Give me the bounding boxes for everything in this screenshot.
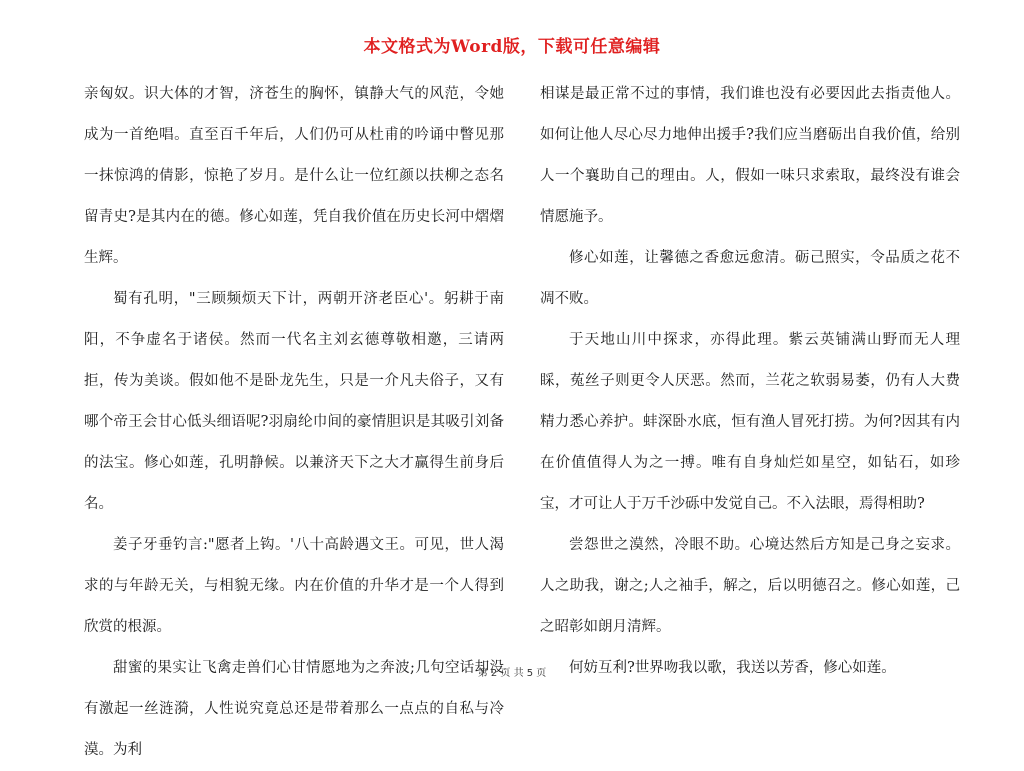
paragraph: 姜子牙垂钓言:"愿者上钩。'八十高龄遇文王。可见，世人渴求的与年龄无关，与相貌无缘。内在价值的升华才是一个人得到欣赏的根源。 — [84, 537, 504, 635]
format-banner: 本文格式为Word版，下载可任意编辑 — [363, 37, 661, 57]
right-column — [540, 74, 960, 689]
paragraph: 尝怨世之漠然，冷眼不助。心境达然后方知是己身之妄求。人之助我，谢之;人之袖手，解之，后以明德召之。修心如莲，己之昭彰如朗月清辉。 — [540, 537, 960, 635]
paragraph: 甜蜜的果实让飞禽走兽们心甘情愿地为之奔波;几句空话却没有激起一丝涟漪，人性说究竟总还是带着那么一点点的自私与冷漠。为利 — [84, 660, 504, 758]
page-number: 第 2 页 共 5 页 — [477, 668, 547, 679]
paragraph: 蜀有孔明，"三顾频烦天下计，两朝开济老臣心'。躬耕于南阳，不争虚名于诸侯。然而一代名主刘玄德尊敬相邀，三请两拒，传为美谈。假如他不是卧龙先生，只是一介凡夫俗子，又有哪个帝王会甘心低头细语呢?羽扇纶巾间的豪情胆识是其吸引刘备的法宝。修心如莲，孔明静候。以兼济天下之大才赢得生前身后名。 — [84, 291, 504, 512]
paragraph: 于天地山川中探求，亦得此理。紫云英铺满山野而无人理睬，菟丝子则更令人厌恶。然而，兰花之软弱易萎，仍有人大费精力悉心养护。蚌深卧水底，恒有渔人冒死打捞。为何?因其有内在价值值得人为之一搏。唯有自身灿烂如星空，如钻石，如珍宝，才可让人于万千沙砾中发觉自己。不入法眼，焉得相助? — [540, 332, 960, 512]
paragraph: 修心如莲，让馨德之香愈远愈清。砺己照实，令品质之花不凋不败。 — [540, 250, 960, 307]
paragraph: 亲匈奴。识大体的才智，济苍生的胸怀，镇静大气的风范，令她成为一首绝唱。直至百千年后，人们仍可从杜甫的吟诵中瞥见那一抹惊鸿的倩影，惊艳了岁月。是什么让一位红颜以扶柳之态名留青史?是其内在的德。修心如莲，凭自我价值在历史长河中熠熠生辉。 — [84, 86, 504, 266]
paragraph: 何妨互利?世界吻我以歌，我送以芳香，修心如莲。 — [569, 660, 896, 676]
paragraph: 相谋是最正常不过的事情，我们谁也没有必要因此去指责他人。如何让他人尽心尽力地伸出援手?我们应当磨砺出自我价值，给别人一个襄助自己的理由。人，假如一味只求索取，最终没有谁会情愿施予。 — [540, 86, 960, 225]
